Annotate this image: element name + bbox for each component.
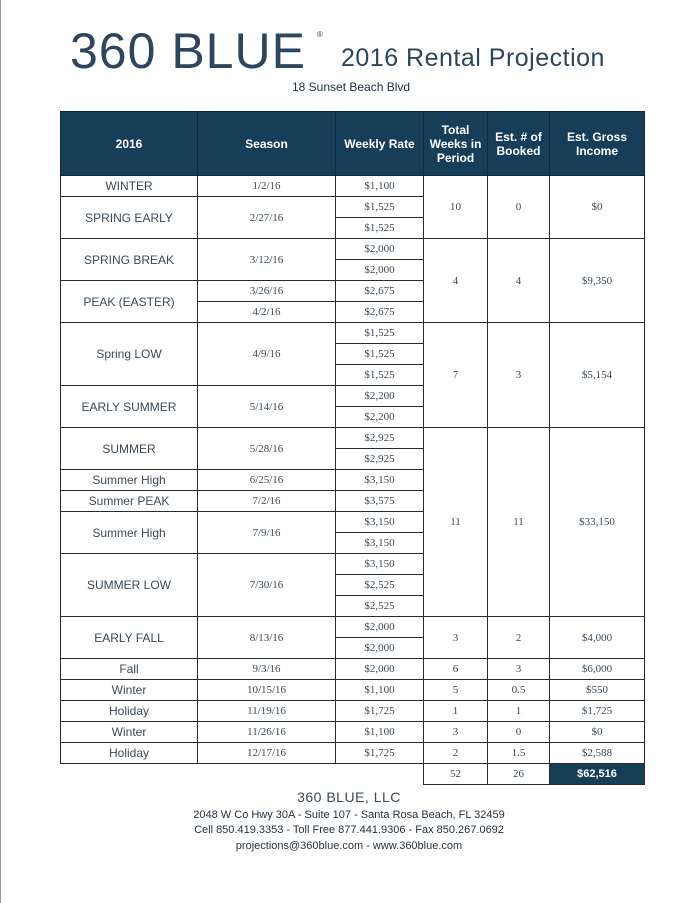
grand-total-income: $62,516 — [550, 764, 645, 785]
blank-cell — [61, 764, 198, 785]
weekly-rate: $1,525 — [336, 218, 424, 239]
column-header-est-income: Est. Gross Income — [550, 112, 645, 176]
weekly-rate: $1,525 — [336, 365, 424, 386]
season-date: 11/26/16 — [198, 722, 336, 743]
est-booked: 1 — [488, 701, 550, 722]
footer-company: 360 BLUE, LLC — [297, 789, 401, 805]
total-weeks: 2 — [424, 743, 488, 764]
season-date: 9/3/16 — [198, 659, 336, 680]
total-weeks-sum: 52 — [424, 764, 488, 785]
season-date: 5/28/16 — [198, 428, 336, 470]
table-row — [61, 701, 645, 722]
weekly-rate: $3,150 — [336, 470, 424, 491]
est-booked: 0.5 — [488, 680, 550, 701]
period-name: EARLY FALL — [61, 617, 198, 659]
column-header-weekly-rate: Weekly Rate — [336, 112, 424, 176]
est-income: $1,725 — [550, 701, 645, 722]
period-name: Summer High — [61, 470, 198, 491]
est-income: $6,000 — [550, 659, 645, 680]
season-date: 5/14/16 — [198, 386, 336, 428]
est-income: $33,150 — [550, 428, 645, 617]
company-logo: 360 BLUE — [70, 23, 306, 79]
footer-contact: projections@360blue.com - www.360blue.com — [235, 840, 463, 852]
period-name: Fall — [61, 659, 198, 680]
weekly-rate: $1,525 — [336, 344, 424, 365]
footer-address: 2048 W Co Hwy 30A - Suite 107 - Santa Rosa Beach, FL 32459 — [193, 809, 505, 821]
weekly-rate: $2,000 — [336, 617, 424, 638]
weekly-rate: $1,525 — [336, 323, 424, 344]
weekly-rate: $1,725 — [336, 743, 424, 764]
season-date: 1/2/16 — [198, 176, 336, 197]
weekly-rate: $2,925 — [336, 449, 424, 470]
total-weeks: 5 — [424, 680, 488, 701]
est-booked: 0 — [488, 722, 550, 743]
total-weeks: 1 — [424, 701, 488, 722]
season-date: 3/26/16 — [198, 281, 336, 302]
total-weeks: 3 — [424, 617, 488, 659]
period-name: SUMMER — [61, 428, 198, 470]
period-name: SPRING EARLY — [61, 197, 198, 239]
est-income: $550 — [550, 680, 645, 701]
page-title: 2016 Rental Projection — [341, 44, 605, 72]
period-name: PEAK (EASTER) — [61, 281, 198, 323]
column-header-year: 2016 — [61, 112, 198, 176]
period-name: Summer High — [61, 512, 198, 554]
weekly-rate: $2,000 — [336, 659, 424, 680]
table-row — [61, 323, 645, 344]
weekly-rate: $3,575 — [336, 491, 424, 512]
est-income: $4,000 — [550, 617, 645, 659]
weekly-rate: $1,100 — [336, 722, 424, 743]
period-name: WINTER — [61, 176, 198, 197]
weekly-rate: $2,525 — [336, 596, 424, 617]
total-weeks: 10 — [424, 176, 488, 239]
weekly-rate: $1,725 — [336, 701, 424, 722]
est-booked: 3 — [488, 323, 550, 428]
est-booked: 4 — [488, 239, 550, 323]
est-income: $0 — [550, 176, 645, 239]
est-income: $5,154 — [550, 323, 645, 428]
season-date: 10/15/16 — [198, 680, 336, 701]
weekly-rate: $2,200 — [336, 407, 424, 428]
table-row — [61, 722, 645, 743]
period-name: SUMMER LOW — [61, 554, 198, 617]
weekly-rate: $2,675 — [336, 281, 424, 302]
table-row — [61, 617, 645, 638]
est-booked: 2 — [488, 617, 550, 659]
est-booked: 3 — [488, 659, 550, 680]
period-name: Holiday — [61, 701, 198, 722]
blank-cell — [198, 764, 336, 785]
column-header-season: Season — [198, 112, 336, 176]
est-booked: 0 — [488, 176, 550, 239]
weekly-rate: $1,100 — [336, 680, 424, 701]
season-date: 4/2/16 — [198, 302, 336, 323]
weekly-rate: $1,100 — [336, 176, 424, 197]
rental-projection-table — [60, 111, 645, 785]
total-booked-sum: 26 — [488, 764, 550, 785]
period-name: EARLY SUMMER — [61, 386, 198, 428]
est-income: $9,350 — [550, 239, 645, 323]
table-row — [61, 239, 645, 260]
table-row — [61, 428, 645, 449]
season-date: 4/9/16 — [198, 323, 336, 386]
table-row — [61, 659, 645, 680]
footer-phone: Cell 850.419.3353 - Toll Free 877.441.9306 - Fax 850.267.0692 — [194, 824, 504, 836]
period-name: Spring LOW — [61, 323, 198, 386]
season-date: 2/27/16 — [198, 197, 336, 239]
weekly-rate: $2,200 — [336, 386, 424, 407]
table-header-row — [61, 112, 645, 176]
property-address: 18 Sunset Beach Blvd — [292, 80, 411, 94]
registered-mark: ® — [317, 30, 323, 39]
period-name: Summer PEAK — [61, 491, 198, 512]
season-date: 7/30/16 — [198, 554, 336, 617]
total-weeks: 7 — [424, 323, 488, 428]
total-weeks: 6 — [424, 659, 488, 680]
column-header-total-weeks: Total Weeks in Period — [424, 112, 488, 176]
season-date: 11/19/16 — [198, 701, 336, 722]
est-income: $0 — [550, 722, 645, 743]
weekly-rate: $3,150 — [336, 533, 424, 554]
season-date: 12/17/16 — [198, 743, 336, 764]
column-header-est-booked: Est. # of Booked — [488, 112, 550, 176]
weekly-rate: $1,525 — [336, 197, 424, 218]
table-row — [61, 176, 645, 197]
season-date: 7/2/16 — [198, 491, 336, 512]
period-name: Holiday — [61, 743, 198, 764]
total-weeks: 4 — [424, 239, 488, 323]
blank-cell — [336, 764, 424, 785]
table-row — [61, 743, 645, 764]
weekly-rate: $2,000 — [336, 239, 424, 260]
weekly-rate: $2,925 — [336, 428, 424, 449]
weekly-rate: $2,525 — [336, 575, 424, 596]
weekly-rate: $3,150 — [336, 554, 424, 575]
table-row — [61, 680, 645, 701]
est-booked: 1.5 — [488, 743, 550, 764]
season-date: 3/12/16 — [198, 239, 336, 281]
total-weeks: 11 — [424, 428, 488, 617]
weekly-rate: $2,675 — [336, 302, 424, 323]
period-name: SPRING BREAK — [61, 239, 198, 281]
est-income: $2,588 — [550, 743, 645, 764]
period-name: Winter — [61, 722, 198, 743]
weekly-rate: $2,000 — [336, 638, 424, 659]
season-date: 6/25/16 — [198, 470, 336, 491]
weekly-rate: $3,150 — [336, 512, 424, 533]
est-booked: 11 — [488, 428, 550, 617]
season-date: 7/9/16 — [198, 512, 336, 554]
weekly-rate: $2,000 — [336, 260, 424, 281]
period-name: Winter — [61, 680, 198, 701]
totals-row — [61, 764, 645, 785]
season-date: 8/13/16 — [198, 617, 336, 659]
page-edge-rule — [0, 0, 1, 903]
total-weeks: 3 — [424, 722, 488, 743]
